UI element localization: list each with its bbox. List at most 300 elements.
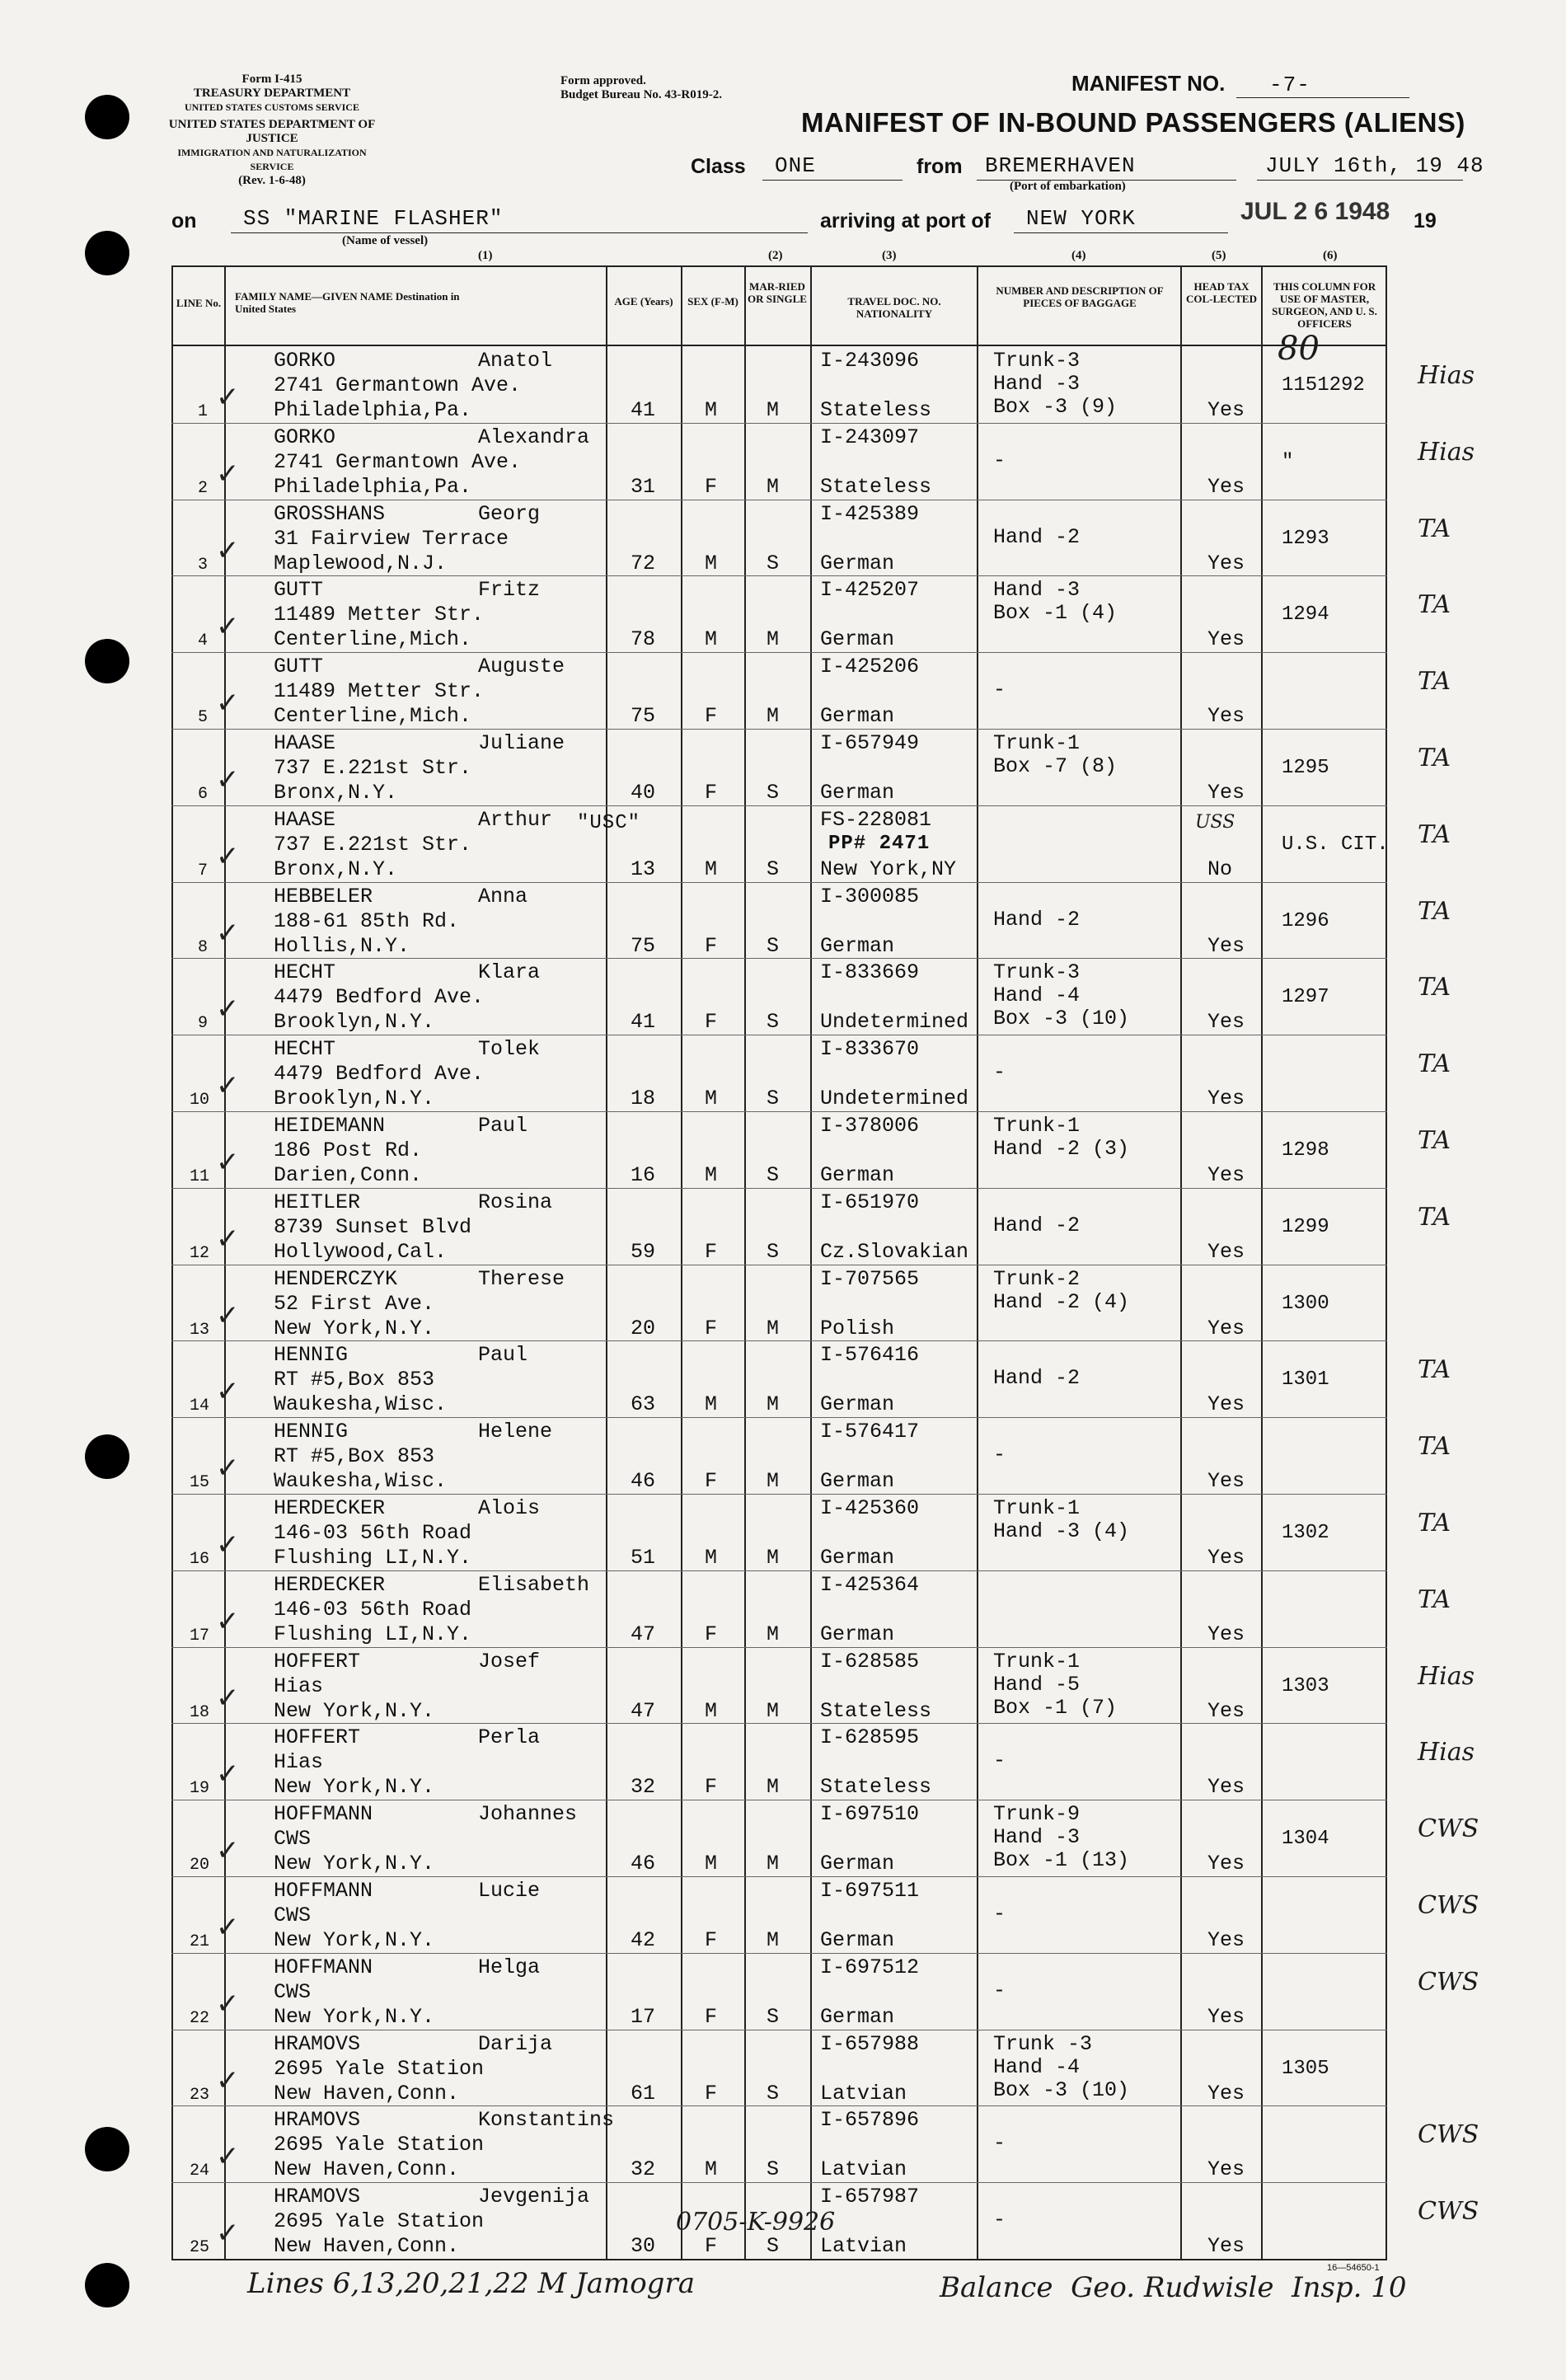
passenger-sex: M [705, 2157, 718, 2182]
haase-usc-note: "USC" [577, 812, 641, 834]
passenger-marital-status: M [767, 1852, 780, 1876]
baggage-line: Hand -2 [993, 1213, 1081, 1237]
passenger-marital-status: S [767, 781, 780, 805]
officer-note: Hias [1418, 1661, 1475, 1691]
passenger-age: 51 [631, 1546, 656, 1570]
checkmark-icon: ✓ [216, 1604, 240, 1638]
passenger-nationality: German [820, 2004, 895, 2029]
passenger-city: Brooklyn,N.Y. [274, 1010, 435, 1035]
passenger-given-name: Josef [478, 1649, 541, 1674]
punch-hole [85, 95, 129, 139]
passenger-address: 146-03 56th Road [274, 1521, 472, 1545]
passenger-nationality: Stateless [820, 1775, 932, 1800]
passenger-nationality: German [820, 704, 895, 729]
travel-doc-number: I-628595 [820, 1725, 920, 1750]
passenger-marital-status: S [767, 2004, 780, 2029]
passenger-nationality: German [820, 627, 895, 652]
passenger-family-name: HEIDEMANN [274, 1114, 386, 1138]
passenger-age: 59 [631, 1239, 656, 1264]
passenger-age: 47 [631, 1622, 656, 1646]
passenger-family-name: HENNIG [274, 1343, 349, 1368]
hramovs-number: 0705-K-9926 [676, 2208, 836, 2237]
passenger-nationality: Polish [820, 1316, 895, 1340]
passenger-address: 2741 Germantown Ave. [274, 449, 522, 474]
passenger-given-name: Anna [478, 884, 528, 908]
passenger-city: New York,N.Y. [274, 2004, 435, 2029]
travel-doc-number: I-707565 [820, 1266, 920, 1291]
officer-note: TA [1418, 1355, 1451, 1385]
passenger-sex: F [705, 1622, 718, 1646]
travel-doc-number: I-300085 [820, 884, 920, 908]
baggage-line: Box -1 (13) [993, 1848, 1130, 1873]
passenger-family-name: HOFFERT [274, 1725, 361, 1750]
passenger-marital-status: M [767, 1392, 780, 1417]
passenger-age: 63 [631, 1392, 656, 1417]
passenger-sex: F [705, 2234, 718, 2259]
passenger-address: 146-03 56th Road [274, 1597, 472, 1622]
passenger-address: 2695 Yale Station [274, 2056, 485, 2081]
head-tax: No [1207, 857, 1233, 881]
baggage-line: Trunk-1 [993, 1649, 1081, 1674]
class-value: ONE [775, 153, 816, 178]
passenger-address: CWS [274, 1979, 312, 2004]
dept-customs: UNITED STATES CUSTOMS SERVICE [185, 101, 359, 113]
head-tax: Yes [1207, 1928, 1245, 1952]
travel-doc-number: I-651970 [820, 1190, 920, 1214]
passenger-family-name: HEBBELER [274, 884, 373, 908]
passenger-family-name: HAASE [274, 807, 336, 832]
passenger-address: Hias [274, 1750, 324, 1775]
passenger-nationality: Latvian [820, 2081, 907, 2105]
dept-treasury: TREASURY DEPARTMENT [193, 87, 351, 100]
checkmark-icon: ✓ [216, 457, 240, 491]
line-number: 10 [190, 1091, 210, 1110]
col-header-travel: TRAVEL DOC. NO. NATIONALITY [847, 295, 941, 320]
passenger-address: 31 Fairview Terrace [274, 526, 509, 551]
passenger-age: 40 [631, 781, 656, 805]
passenger-family-name: HERDECKER [274, 1496, 386, 1520]
passenger-city: Darien,Conn. [274, 1163, 423, 1187]
baggage-line: Box -1 (7) [993, 1695, 1118, 1720]
checkmark-icon: ✓ [216, 2217, 240, 2251]
form-info [165, 73, 379, 188]
baggage-line: Trunk-1 [993, 1496, 1081, 1520]
line-number: 19 [190, 1779, 210, 1799]
passenger-address: 4479 Bedford Ave. [274, 1062, 485, 1087]
passenger-family-name: HOFFERT [274, 1649, 361, 1674]
line-number: 23 [190, 2085, 210, 2105]
officer-note: CWS [1418, 1814, 1479, 1844]
checkmark-icon: ✓ [216, 993, 240, 1026]
officer-number: 1303 [1282, 1674, 1329, 1697]
passenger-nationality: German [820, 1469, 895, 1494]
passenger-family-name: HENNIG [274, 1420, 349, 1444]
head-tax: Yes [1207, 1469, 1245, 1494]
passenger-address: RT #5,Box 853 [274, 1444, 435, 1469]
passenger-nationality: Undetermined [820, 1087, 969, 1111]
punch-hole [85, 2127, 129, 2171]
uss-mark: USS [1195, 812, 1235, 833]
passenger-family-name: HRAMOVS [274, 2031, 361, 2056]
manifest-date: JULY 16th, 19 48 [1265, 153, 1484, 178]
passenger-marital-status: S [767, 2157, 780, 2182]
passenger-age: 13 [631, 857, 656, 881]
passenger-given-name: Fritz [478, 578, 541, 603]
passenger-marital-status: S [767, 1087, 780, 1111]
passenger-sex: M [705, 551, 718, 575]
officer-note: TA [1418, 590, 1451, 620]
passenger-family-name: HOFFMANN [274, 1802, 373, 1827]
head-tax: Yes [1207, 551, 1245, 575]
head-tax: Yes [1207, 398, 1245, 422]
passenger-address: 2741 Germantown Ave. [274, 373, 522, 397]
passenger-given-name: Perla [478, 1725, 541, 1750]
passenger-marital-status: S [767, 2081, 780, 2105]
passenger-sex: F [705, 704, 718, 729]
passenger-address: 737 E.221st Str. [274, 756, 472, 780]
passenger-age: 30 [631, 2234, 656, 2259]
officer-number: U.S. CIT. [1282, 833, 1389, 856]
passenger-city: Waukesha,Wisc. [274, 1469, 448, 1494]
travel-doc-number: I-576416 [820, 1343, 920, 1368]
passenger-address: CWS [274, 1827, 312, 1852]
passenger-given-name: Helga [478, 1955, 541, 1979]
passenger-age: 41 [631, 398, 656, 422]
checkmark-icon: ✓ [216, 1911, 240, 1944]
passenger-family-name: GROSSHANS [274, 501, 386, 526]
passenger-city: Philadelphia,Pa. [274, 398, 472, 422]
passenger-city: New York,N.Y. [274, 1775, 435, 1800]
head-tax: Yes [1207, 474, 1245, 499]
officer-note: TA [1418, 1049, 1451, 1079]
passenger-age: 41 [631, 1010, 656, 1035]
passenger-given-name: Juliane [478, 731, 565, 755]
travel-doc-number: I-243097 [820, 425, 920, 449]
passenger-age: 46 [631, 1852, 656, 1876]
checkmark-icon: ✓ [216, 1222, 240, 1256]
form-revision: (Rev. 1-6-48) [238, 174, 306, 187]
passenger-family-name: HRAMOVS [274, 2108, 361, 2133]
passenger-marital-status: M [767, 1469, 780, 1494]
passenger-family-name: HEITLER [274, 1190, 361, 1214]
checkmark-icon: ✓ [216, 1528, 240, 1561]
passenger-address: 11489 Metter Str. [274, 603, 485, 627]
passenger-given-name: Georg [478, 501, 541, 526]
officer-note: TA [1418, 514, 1451, 543]
checkmark-icon: ✓ [216, 1069, 240, 1103]
passenger-sex: F [705, 2081, 718, 2105]
officer-note: Hias [1418, 361, 1475, 390]
passenger-age: 18 [631, 1087, 656, 1111]
arrival-port: NEW YORK [1026, 206, 1136, 231]
class-label: Class [691, 155, 746, 178]
passenger-city: Hollywood,Cal. [274, 1239, 448, 1264]
passenger-age: 78 [631, 627, 656, 652]
passenger-nationality: German [820, 1852, 895, 1876]
passenger-given-name: Konstantins [478, 2108, 615, 2133]
officer-note: Hias [1418, 437, 1475, 467]
line-number: 16 [190, 1550, 210, 1569]
head-tax: Yes [1207, 1698, 1245, 1723]
checkmark-icon: ✓ [216, 1834, 240, 1868]
baggage-line: Hand -3 [993, 1825, 1081, 1850]
passenger-family-name: HOFFMANN [274, 1879, 373, 1903]
col-header-line: LINE No. [176, 297, 222, 309]
col-num: (2) [768, 249, 783, 262]
passenger-city: Maplewood,N.J. [274, 551, 448, 575]
passenger-age: 75 [631, 704, 656, 729]
baggage-line: - [993, 1902, 1006, 1926]
passenger-nationality: German [820, 781, 895, 805]
baggage-line: - [993, 1749, 1006, 1773]
baggage-line: - [993, 1443, 1006, 1467]
baggage-line: Trunk-9 [993, 1802, 1081, 1827]
baggage-line: Hand -2 [993, 907, 1081, 932]
baggage-line: Hand -2 [993, 1366, 1081, 1391]
line-number: 21 [190, 1932, 210, 1951]
travel-doc-number: I-628585 [820, 1649, 920, 1674]
travel-doc-number: I-833669 [820, 960, 920, 985]
baggage-line: - [993, 678, 1006, 702]
line-number: 15 [190, 1473, 210, 1493]
officer-number: 1304 [1282, 1828, 1329, 1851]
year-suffix: 19 [1414, 209, 1437, 232]
baggage-line: - [993, 1978, 1006, 2002]
passenger-city: New Haven,Conn. [274, 2234, 460, 2259]
head-tax: Yes [1207, 1010, 1245, 1035]
officer-number: " [1282, 450, 1294, 473]
passenger-given-name: Lucie [478, 1879, 541, 1903]
travel-doc-number: I-697511 [820, 1879, 920, 1903]
from-value: BREMERHAVEN [985, 153, 1136, 178]
passenger-address: RT #5,Box 853 [274, 1368, 435, 1392]
passenger-nationality: Latvian [820, 2234, 907, 2259]
passenger-city: New York,N.Y. [274, 1698, 435, 1723]
travel-doc-number: I-425207 [820, 578, 920, 603]
head-tax: Yes [1207, 933, 1245, 958]
passenger-nationality: New York,NY [820, 857, 957, 881]
baggage-line: - [993, 1060, 1006, 1085]
passenger-marital-status: S [767, 1010, 780, 1035]
baggage-line: Hand -3 (4) [993, 1519, 1130, 1543]
passenger-given-name: Paul [478, 1114, 528, 1138]
head-tax: Yes [1207, 2004, 1245, 2029]
line-number: 2 [198, 478, 209, 498]
officer-note: TA [1418, 667, 1451, 697]
passenger-city: New Haven,Conn. [274, 2157, 460, 2182]
passenger-nationality: German [820, 1622, 895, 1646]
bottom-lines-note: Lines 6,13,20,21,22 M Jamogra [247, 2267, 695, 2300]
passenger-city: Flushing LI,N.Y. [274, 1622, 472, 1646]
passenger-family-name: GUTT [274, 578, 324, 603]
passenger-nationality: Stateless [820, 398, 932, 422]
officer-note: TA [1418, 744, 1451, 772]
passport-number: PP# 2471 [828, 833, 931, 855]
arriving-label: arriving at port of [820, 209, 991, 232]
passenger-marital-status: S [767, 551, 780, 575]
passenger-city: Waukesha,Wisc. [274, 1392, 448, 1417]
passenger-address: 2695 Yale Station [274, 2209, 485, 2234]
passenger-address: 737 E.221st Str. [274, 832, 472, 857]
col-num: (4) [1071, 249, 1086, 262]
passenger-address: 188-61 85th Rd. [274, 908, 460, 933]
passenger-sex: M [705, 1546, 718, 1570]
officer-note: TA [1418, 1509, 1451, 1537]
passenger-sex: F [705, 781, 718, 805]
passenger-nationality: German [820, 1163, 895, 1187]
passenger-family-name: HERDECKER [274, 1572, 386, 1597]
passenger-sex: F [705, 1469, 718, 1494]
passenger-given-name: Elisabeth [478, 1572, 590, 1597]
checkmark-icon: ✓ [216, 1452, 240, 1486]
travel-doc-number: I-697510 [820, 1802, 920, 1827]
passenger-family-name: HENDERCZYK [274, 1266, 398, 1291]
head-tax: Yes [1207, 627, 1245, 652]
head-tax: Yes [1207, 1852, 1245, 1876]
travel-doc-number: I-697512 [820, 1955, 920, 1979]
passenger-given-name: Alois [478, 1496, 541, 1520]
passenger-sex: M [705, 398, 718, 422]
passenger-family-name: HECHT [274, 1037, 336, 1062]
passenger-family-name: HRAMOVS [274, 2185, 361, 2209]
head-tax: Yes [1207, 2081, 1245, 2105]
baggage-line: Trunk-1 [993, 731, 1081, 755]
passenger-address: CWS [274, 1904, 312, 1927]
baggage-line: Hand -2 [993, 524, 1081, 549]
budget-number: Budget Bureau No. 43-R019-2. [560, 88, 722, 101]
passenger-marital-status: S [767, 1239, 780, 1264]
passenger-nationality: Undetermined [820, 1010, 969, 1035]
officer-note: Hias [1418, 1738, 1475, 1767]
head-tax: Yes [1207, 1163, 1245, 1187]
passenger-family-name: GORKO [274, 349, 336, 373]
passenger-age: 75 [631, 933, 656, 958]
travel-doc-number: FS-228081 [820, 807, 932, 832]
passenger-nationality: German [820, 551, 895, 575]
passenger-marital-status: S [767, 933, 780, 958]
passenger-given-name: Therese [478, 1266, 565, 1291]
officer-number: 1297 [1282, 986, 1329, 1009]
line-number: 14 [190, 1397, 210, 1416]
passenger-sex: M [705, 627, 718, 652]
passenger-sex: F [705, 1316, 718, 1340]
head-tax: Yes [1207, 1316, 1245, 1340]
head-tax: Yes [1207, 781, 1245, 805]
col-header-name: FAMILY NAME—GIVEN NAME Destination in United States [235, 290, 460, 315]
travel-doc-number: I-425364 [820, 1572, 920, 1597]
officer-note: CWS [1418, 2120, 1479, 2150]
head-tax: Yes [1207, 1775, 1245, 1800]
col-num: (5) [1212, 249, 1226, 262]
line-number: 17 [190, 1626, 210, 1645]
dept-ins: IMMIGRATION AND NATURALIZATION SERVICE [177, 147, 367, 172]
passenger-city: New York,N.Y. [274, 1852, 435, 1876]
passenger-sex: F [705, 2004, 718, 2029]
passenger-nationality: German [820, 933, 895, 958]
checkmark-icon: ✓ [216, 2063, 240, 2097]
passenger-given-name: Rosina [478, 1190, 553, 1214]
checkmark-icon: ✓ [216, 763, 240, 796]
baggage-line: - [993, 448, 1006, 472]
officer-number: 1301 [1282, 1368, 1329, 1392]
vessel-name: SS "MARINE FLASHER" [243, 206, 504, 231]
passenger-sex: M [705, 1163, 718, 1187]
baggage-line: Hand -4 [993, 983, 1081, 1008]
passenger-marital-status: M [767, 1775, 780, 1800]
col-header-baggage: NUMBER AND DESCRIPTION OF PIECES OF BAGGAGE [996, 284, 1164, 309]
passenger-age: 61 [631, 2081, 656, 2105]
travel-doc-number: I-425360 [820, 1496, 920, 1520]
line-number: 1 [198, 402, 209, 421]
passenger-marital-status: M [767, 704, 780, 729]
passenger-given-name: Auguste [478, 655, 565, 679]
passenger-address: Hias [274, 1674, 324, 1698]
baggage-line: Trunk -3 [993, 2031, 1093, 2056]
passenger-address: 8739 Sunset Blvd [274, 1214, 472, 1239]
passenger-sex: F [705, 1928, 718, 1952]
col-header-age: AGE (Years) [614, 295, 673, 307]
passenger-given-name: Jevgenija [478, 2185, 590, 2209]
passenger-sex: F [705, 1775, 718, 1800]
passenger-sex: M [705, 857, 718, 881]
passenger-address: 186 Post Rd. [274, 1138, 423, 1162]
checkmark-icon: ✓ [216, 1987, 240, 2021]
passenger-age: 72 [631, 551, 656, 575]
passenger-family-name: GORKO [274, 425, 336, 449]
passenger-nationality: Stateless [820, 474, 932, 499]
officer-number: 1302 [1282, 1522, 1329, 1544]
passenger-family-name: HECHT [274, 960, 336, 985]
passenger-marital-status: M [767, 627, 780, 652]
baggage-line: - [993, 2208, 1006, 2232]
passenger-nationality: Stateless [820, 1698, 932, 1723]
col-header-tax: HEAD TAX COL-LECTED [1186, 280, 1257, 305]
checkmark-icon: ✓ [216, 687, 240, 721]
travel-doc-number: I-657988 [820, 2031, 920, 2056]
passenger-city: Centerline,Mich. [274, 627, 472, 652]
checkmark-icon: ✓ [216, 1681, 240, 1715]
checkmark-icon: ✓ [216, 2140, 240, 2174]
col-num: (6) [1323, 249, 1338, 262]
head-tax: Yes [1207, 2157, 1245, 2182]
passenger-given-name: Klara [478, 960, 541, 985]
passenger-age: 32 [631, 1775, 656, 1800]
form-approved: Form approved. [560, 74, 646, 87]
baggage-line: Hand -3 [993, 372, 1081, 396]
travel-doc-number: I-833670 [820, 1037, 920, 1062]
passenger-marital-status: M [767, 1698, 780, 1723]
officer-number: 1300 [1282, 1292, 1329, 1315]
line-number: 22 [190, 2008, 210, 2028]
passenger-age: 32 [631, 2157, 656, 2182]
passenger-address: 11489 Metter Str. [274, 679, 485, 704]
line-number: 5 [198, 708, 209, 728]
officer-note: TA [1418, 1584, 1451, 1614]
form-number: Form I-415 [241, 73, 302, 86]
passenger-given-name: Alexandra [478, 425, 590, 449]
passenger-address: 52 First Ave. [274, 1291, 435, 1316]
dept-justice: UNITED STATES DEPARTMENT OF JUSTICE [168, 118, 376, 145]
passenger-nationality: Latvian [820, 2157, 907, 2182]
baggage-line: Trunk-1 [993, 1114, 1081, 1138]
passenger-city: Centerline,Mich. [274, 704, 472, 729]
line-number: 9 [198, 1014, 209, 1034]
baggage-line: Hand -4 [993, 2054, 1081, 2079]
passenger-given-name: Arthur [478, 807, 553, 832]
line-number: 24 [190, 2162, 210, 2181]
from-label: from [917, 155, 963, 178]
manifest-number-label: MANIFEST NO. [1071, 71, 1226, 96]
